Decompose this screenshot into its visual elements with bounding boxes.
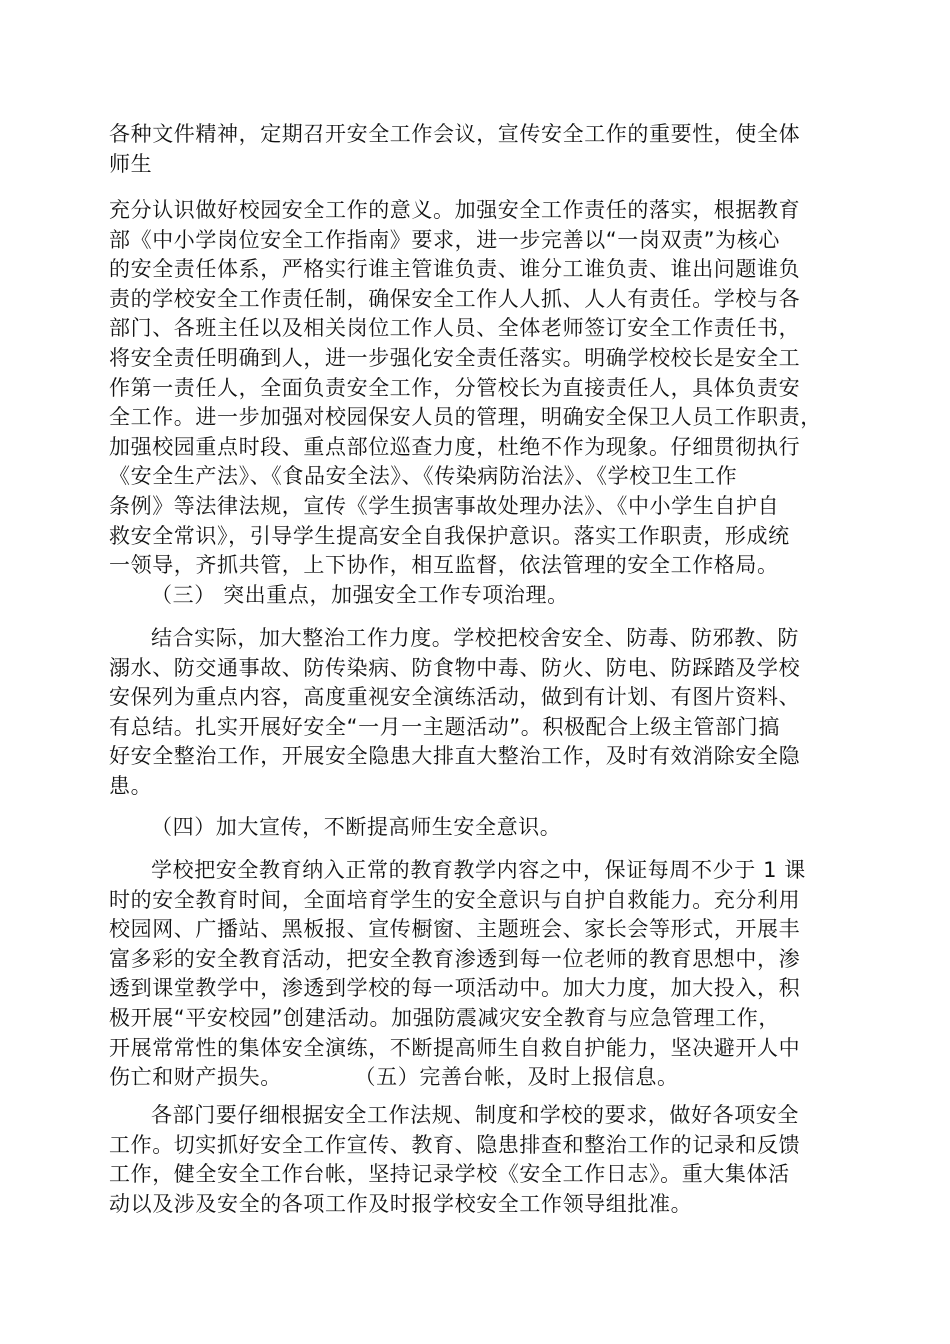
text-line: 溺水、防交通事故、防传染病、防食物中毒、防火、防电、防踩踏及学校 [109,655,801,680]
text-line: 的安全责任体系，严格实行谁主管谁负责、谁分工谁负责、谁出问题谁负 [109,257,801,282]
text-line: 工作。切实抓好安全工作宣传、教育、隐患排查和整治工作的记录和反馈 [109,1132,801,1157]
text-line: 各部门要仔细根据安全工作法规、制度和学校的要求，做好各项安全 [151,1103,799,1127]
text-line: 富多彩的安全教育活动，把安全教育渗透到每一位老师的教育思想中，渗 [109,946,801,971]
text-line: 好安全整治工作，开展安全隐患大排直大整治工作，及时有效消除安全隐 [109,744,801,769]
text-line: 有总结。扎实开展好安全“一月一主题活动”。积极配合上级主管部门搞 [109,714,780,739]
text-line: 伤亡和财产损失。 （五）完善台帐，及时上报信息。 [109,1065,679,1090]
text-line: 开展常常性的集体安全演练，不断提高师生自救自护能力，坚决避开人中 [109,1035,801,1060]
text-line: 各种文件精神，定期召开安全工作会议，宣传安全工作的重要性，使全体 [109,122,801,146]
text-line: 时的安全教育时间，全面培育学生的安全意识与自护自救能力。充分利用 [109,887,801,912]
text-line: 救安全常识》，引导学生提高安全自我保护意识。落实工作职责，形成统 [109,523,790,548]
text-line: 学校把安全教育纳入正常的教育教学内容之中，保证每周不少于 1 课 [151,858,806,882]
paragraph-5 [109,1101,849,1219]
text-line: 校园网、广播站、黑板报、宣传橱窗、主题班会、家长会等形式，开展丰 [109,917,801,942]
paragraph-4 [109,856,849,1093]
text-line: 部门、各班主任以及相关岗位工作人员、全体老师签订安全工作责任书， [109,316,801,341]
text-line: 透到课堂教学中，渗透到学校的每一项活动中。加大力度，加大投入，积 [109,976,801,1001]
section-heading-3 [109,581,849,611]
paragraph-3 [109,624,849,802]
text-line: 一领导，齐抓共管，上下协作，相互监督，依法管理的安全工作格局。 [109,553,779,578]
text-line: 师生 [109,151,153,176]
text-line: 充分认识做好校园安全工作的意义。加强安全工作责任的落实，根据教育 [109,198,801,222]
text-line: 全工作。进一步加强对校园保安人员的管理，明确安全保卫人员工作职责， [109,405,822,430]
text-line: 部《中小学岗位安全工作指南》要求，进一步完善以“一岗双责”为核心 [109,227,780,252]
text-line: 将安全责任明确到人，进一步强化安全责任落实。明确学校校长是安全工 [109,345,801,370]
heading-text: （四）加大宣传，不断提高师生安全意识。 [151,815,562,839]
text-line: 《安全生产法》、《食品安全法》、《传染病防治法》、《学校卫生工作 [109,464,738,489]
paragraph-2 [109,196,849,581]
section-heading-4 [109,813,849,843]
text-line: 条例》等法律法规，宣传《学生损害事故处理办法》、《中小学生自护自 [109,493,780,518]
text-line: 加强校园重点时段、重点部位巡查力度，杜绝不作为现象。仔细贯彻执行 [109,434,801,459]
text-line: 动以及涉及安全的各项工作及时报学校安全工作领导组批准。 [109,1191,693,1216]
text-line: 极开展“平安校园”创建活动。加强防震减灾安全教育与应急管理工作， [109,1005,780,1030]
paragraph-1 [109,120,849,179]
text-line: 工作，健全安全工作台帐，坚持记录学校《安全工作日志》。重大集体活 [109,1162,790,1187]
text-line: 责的学校安全工作责任制，确保安全工作人人抓、人人有责任。学校与各 [109,286,801,311]
text-line: 患。 [109,773,153,798]
text-line: 结合实际，加大整治工作力度。学校把校舍安全、防毒、防邪教、防 [151,626,799,650]
text-line: 作第一责任人，全面负责安全工作，分管校长为直接责任人，具体负责安 [109,375,801,400]
heading-text: （三） 突出重点，加强安全工作专项治理。 [151,583,569,607]
text-line: 安保列为重点内容，高度重视安全演练活动，做到有计划、有图片资料、 [109,685,801,710]
